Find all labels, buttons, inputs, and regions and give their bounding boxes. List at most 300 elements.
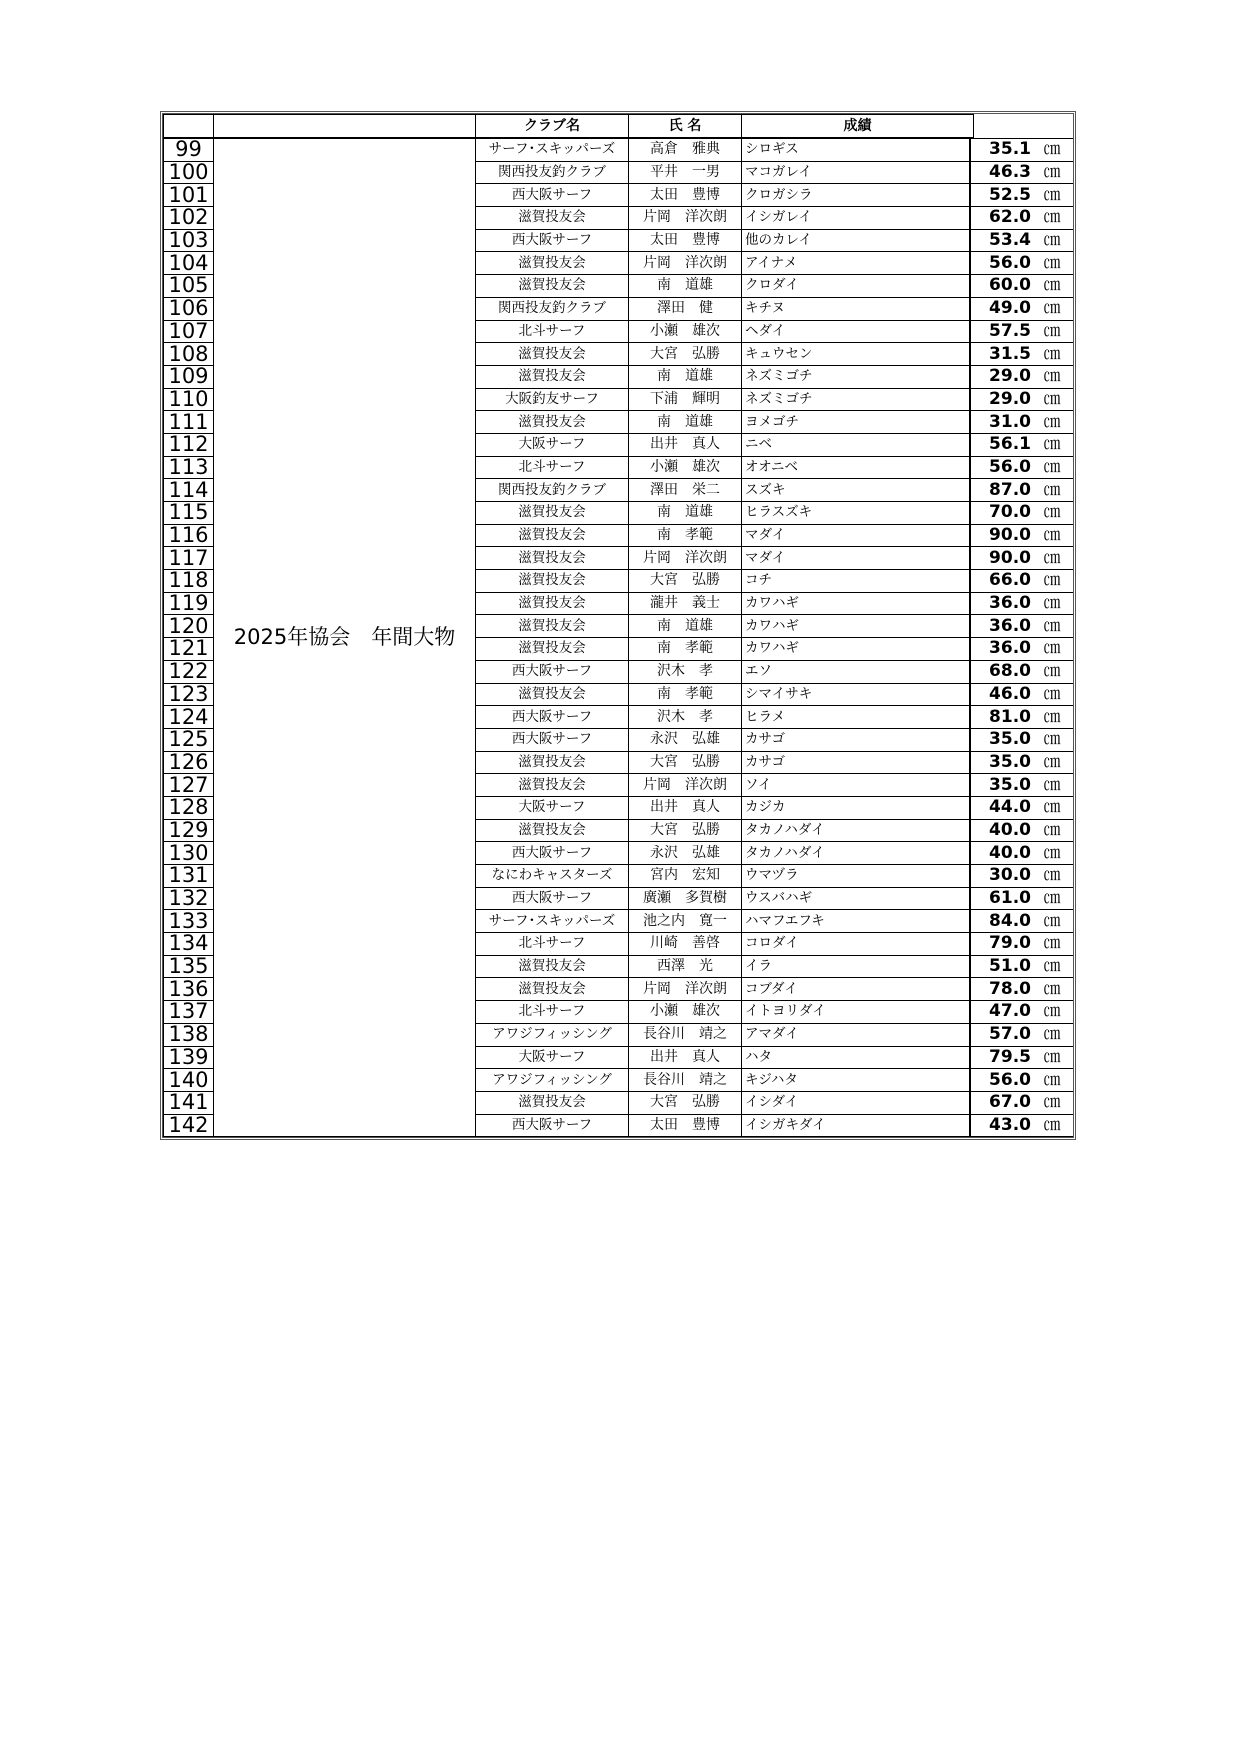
fish-species-cell: ヒラスズキ [742,502,970,525]
fish-species-cell: タカノハダイ [742,819,970,842]
size-unit: ㎝ [1043,956,1061,977]
size-unit: ㎝ [1043,162,1061,183]
row-number: 139 [164,1046,214,1069]
results-table [163,114,1073,1137]
fish-species-cell: カサゴ [742,751,970,774]
size-unit: ㎝ [1043,456,1061,477]
angler-name-cell: 南 道雄 [629,411,742,434]
fish-species-cell: ハタ [742,1046,970,1069]
row-number: 128 [164,796,214,819]
angler-name-cell: 小瀬 雄次 [629,456,742,479]
size-value: 57.5 [989,320,1031,341]
size-cell [970,774,1074,797]
row-number: 104 [164,252,214,275]
size-unit: ㎝ [1043,729,1061,750]
fish-species-cell: シマイサキ [742,683,970,706]
size-value: 35.0 [989,729,1031,750]
row-number: 118 [164,570,214,593]
size-value: 60.0 [989,275,1031,296]
size-unit: ㎝ [1043,933,1061,954]
club-cell: 滋賀投友会 [476,207,629,230]
row-number: 120 [164,615,214,638]
row-number: 141 [164,1091,214,1114]
row-number: 111 [164,411,214,434]
fish-species-cell: クロダイ [742,275,970,298]
size-unit: ㎝ [1043,1001,1061,1022]
row-number: 132 [164,887,214,910]
size-cell [970,433,1074,456]
row-number: 134 [164,933,214,956]
fish-species-cell: カワハギ [742,592,970,615]
size-cell [970,1023,1074,1046]
size-cell [970,910,1074,933]
fish-species-cell: イトヨリダイ [742,1001,970,1024]
club-cell: なにわキャスターズ [476,865,629,888]
size-unit: ㎝ [1043,1069,1061,1090]
size-cell [970,1091,1074,1114]
size-cell [970,751,1074,774]
fish-species-cell: ネズミゴチ [742,365,970,388]
size-value: 79.0 [989,933,1031,954]
size-cell [970,592,1074,615]
fish-species-cell: ヘダイ [742,320,970,343]
row-number: 101 [164,184,214,207]
club-cell: 西大阪サーフ [476,842,629,865]
club-cell: 北斗サーフ [476,1001,629,1024]
size-unit: ㎝ [1043,411,1061,432]
size-cell [970,252,1074,275]
size-value: 78.0 [989,978,1031,999]
angler-name-cell: 西澤 光 [629,955,742,978]
size-value: 56.0 [989,252,1031,273]
fish-species-cell: ウマヅラ [742,865,970,888]
size-cell [970,1046,1074,1069]
club-cell: 西大阪サーフ [476,706,629,729]
row-number: 102 [164,207,214,230]
size-unit: ㎝ [1043,230,1061,251]
angler-name-cell: 太田 豊博 [629,1114,742,1137]
row-number: 125 [164,728,214,751]
club-cell: サーフ･スキッパーズ [476,910,629,933]
size-value: 70.0 [989,502,1031,523]
fish-species-cell: エソ [742,660,970,683]
row-number: 99 [164,138,214,161]
size-unit: ㎝ [1043,706,1061,727]
size-value: 56.1 [989,434,1031,455]
size-cell [970,207,1074,230]
club-cell: 滋賀投友会 [476,751,629,774]
angler-name-cell: 池之内 寛一 [629,910,742,933]
club-cell: サーフ･スキッパーズ [476,138,629,161]
row-number: 110 [164,388,214,411]
size-cell [970,955,1074,978]
size-cell [970,1069,1074,1092]
angler-name-cell: 澤田 健 [629,297,742,320]
angler-name-cell: 南 孝範 [629,638,742,661]
header-row [164,115,1074,139]
size-cell [970,842,1074,865]
row-number: 114 [164,479,214,502]
size-value: 30.0 [989,865,1031,886]
row-number: 129 [164,819,214,842]
size-cell [970,479,1074,502]
fish-species-cell: マダイ [742,524,970,547]
fish-species-cell: キジハタ [742,1069,970,1092]
fish-species-cell: カサゴ [742,728,970,751]
size-cell [970,184,1074,207]
angler-name-cell: 宮内 宏知 [629,865,742,888]
row-number: 107 [164,320,214,343]
angler-name-cell: 南 道雄 [629,615,742,638]
size-unit: ㎝ [1043,888,1061,909]
angler-name-cell: 廣瀬 多賀樹 [629,887,742,910]
angler-name-cell: 太田 豊博 [629,229,742,252]
table-row [164,138,1074,161]
fish-species-cell: キチヌ [742,297,970,320]
fish-species-cell: ニベ [742,433,970,456]
size-cell [970,365,1074,388]
event-label: 2025年協会 年間大物 [214,138,476,1137]
size-value: 43.0 [989,1114,1031,1135]
club-cell: 関西投友釣クラブ [476,297,629,320]
fish-species-cell: マコガレイ [742,161,970,184]
size-cell [970,547,1074,570]
size-value: 49.0 [989,298,1031,319]
size-unit: ㎝ [1043,1024,1061,1045]
club-cell: 滋賀投友会 [476,819,629,842]
club-cell: 滋賀投友会 [476,774,629,797]
size-cell [970,706,1074,729]
size-unit: ㎝ [1043,593,1061,614]
size-cell [970,887,1074,910]
fish-species-cell: イシガキダイ [742,1114,970,1137]
fish-species-cell: イシガレイ [742,207,970,230]
angler-name-cell: 大宮 弘勝 [629,570,742,593]
club-cell: 滋賀投友会 [476,524,629,547]
angler-name-cell: 永沢 弘雄 [629,842,742,865]
size-unit: ㎝ [1043,366,1061,387]
size-cell [970,1001,1074,1024]
fish-species-cell: カワハギ [742,638,970,661]
angler-name-cell: 沢木 孝 [629,660,742,683]
size-unit: ㎝ [1043,910,1061,931]
size-value: 47.0 [989,1001,1031,1022]
size-unit: ㎝ [1043,298,1061,319]
club-cell: 滋賀投友会 [476,638,629,661]
club-cell: 西大阪サーフ [476,660,629,683]
fish-species-cell: クロガシラ [742,184,970,207]
angler-name-cell: 出井 真人 [629,1046,742,1069]
angler-name-cell: 永沢 弘雄 [629,728,742,751]
fish-species-cell: ウスバハギ [742,887,970,910]
size-value: 57.0 [989,1024,1031,1045]
fish-species-cell: オオニベ [742,456,970,479]
size-cell [970,683,1074,706]
size-cell [970,728,1074,751]
size-value: 35.0 [989,774,1031,795]
row-number: 127 [164,774,214,797]
fish-species-cell: 他のカレイ [742,229,970,252]
size-cell [970,320,1074,343]
angler-name-cell: 片岡 洋次朗 [629,978,742,1001]
size-cell [970,138,1074,161]
fish-species-cell: カジカ [742,796,970,819]
fish-species-cell: ソイ [742,774,970,797]
size-unit: ㎝ [1043,774,1061,795]
angler-name-cell: 澤田 栄二 [629,479,742,502]
size-value: 62.0 [989,207,1031,228]
row-number: 112 [164,433,214,456]
size-unit: ㎝ [1043,502,1061,523]
angler-name-cell: 出井 真人 [629,796,742,819]
size-unit: ㎝ [1043,388,1061,409]
angler-name-cell: 沢木 孝 [629,706,742,729]
angler-name-cell: 片岡 洋次朗 [629,547,742,570]
angler-name-cell: 小瀬 雄次 [629,320,742,343]
size-cell [970,978,1074,1001]
header-event [214,115,476,139]
angler-name-cell: 片岡 洋次朗 [629,774,742,797]
club-cell: 西大阪サーフ [476,1114,629,1137]
angler-name-cell: 高倉 雅典 [629,138,742,161]
size-value: 81.0 [989,706,1031,727]
row-number: 140 [164,1069,214,1092]
angler-name-cell: 長谷川 靖之 [629,1069,742,1092]
row-number: 130 [164,842,214,865]
header-result: 成績 [742,115,974,139]
size-value: 35.1 [989,139,1031,160]
fish-species-cell: イシダイ [742,1091,970,1114]
club-cell: 北斗サーフ [476,933,629,956]
size-unit: ㎝ [1043,320,1061,341]
size-value: 68.0 [989,661,1031,682]
club-cell: 滋賀投友会 [476,955,629,978]
angler-name-cell: 大宮 弘勝 [629,1091,742,1114]
angler-name-cell: 下浦 輝明 [629,388,742,411]
row-number: 137 [164,1001,214,1024]
size-cell [970,388,1074,411]
row-number: 136 [164,978,214,1001]
club-cell: 大阪サーフ [476,1046,629,1069]
size-value: 36.0 [989,638,1031,659]
angler-name-cell: 瀧井 義士 [629,592,742,615]
row-number: 108 [164,343,214,366]
angler-name-cell: 南 道雄 [629,365,742,388]
angler-name-cell: 太田 豊博 [629,184,742,207]
size-unit: ㎝ [1043,252,1061,273]
row-number: 133 [164,910,214,933]
size-cell [970,502,1074,525]
club-cell: 滋賀投友会 [476,1091,629,1114]
club-cell: アワジフィッシング [476,1023,629,1046]
club-cell: 西大阪サーフ [476,728,629,751]
size-unit: ㎝ [1043,1092,1061,1113]
row-number: 123 [164,683,214,706]
size-cell [970,411,1074,434]
size-cell [970,161,1074,184]
size-value: 31.0 [989,411,1031,432]
size-value: 90.0 [989,547,1031,568]
size-cell [970,1114,1074,1137]
fish-species-cell: アマダイ [742,1023,970,1046]
size-value: 61.0 [989,888,1031,909]
fish-species-cell: シロギス [742,138,970,161]
size-unit: ㎝ [1043,615,1061,636]
size-value: 35.0 [989,751,1031,772]
fish-species-cell: ヨメゴチ [742,411,970,434]
size-unit: ㎝ [1043,1114,1061,1135]
club-cell: 大阪サーフ [476,433,629,456]
row-number: 121 [164,638,214,661]
size-value: 53.4 [989,230,1031,251]
club-cell: 滋賀投友会 [476,365,629,388]
size-cell [970,570,1074,593]
size-unit: ㎝ [1043,842,1061,863]
size-unit: ㎝ [1043,434,1061,455]
club-cell: 大阪釣友サーフ [476,388,629,411]
angler-name-cell: 大宮 弘勝 [629,343,742,366]
angler-name-cell: 小瀬 雄次 [629,1001,742,1024]
row-number: 113 [164,456,214,479]
angler-name-cell: 南 道雄 [629,275,742,298]
size-value: 46.0 [989,683,1031,704]
size-unit: ㎝ [1043,661,1061,682]
angler-name-cell: 大宮 弘勝 [629,819,742,842]
angler-name-cell: 長谷川 靖之 [629,1023,742,1046]
row-number: 142 [164,1114,214,1137]
size-value: 56.0 [989,1069,1031,1090]
size-cell [970,819,1074,842]
size-cell [970,638,1074,661]
fish-species-cell: イラ [742,955,970,978]
size-cell [970,615,1074,638]
size-cell [970,456,1074,479]
angler-name-cell: 片岡 洋次朗 [629,252,742,275]
angler-name-cell: 南 孝範 [629,683,742,706]
fish-species-cell: アイナメ [742,252,970,275]
size-unit: ㎝ [1043,865,1061,886]
size-unit: ㎝ [1043,139,1061,160]
size-value: 52.5 [989,184,1031,205]
size-unit: ㎝ [1043,184,1061,205]
results-body [164,138,1074,1137]
header-club: クラブ名 [476,115,629,139]
size-unit: ㎝ [1043,1046,1061,1067]
club-cell: 滋賀投友会 [476,570,629,593]
row-number: 100 [164,161,214,184]
fish-species-cell: マダイ [742,547,970,570]
size-value: 31.5 [989,343,1031,364]
size-value: 79.5 [989,1046,1031,1067]
size-unit: ㎝ [1043,819,1061,840]
club-cell: 西大阪サーフ [476,229,629,252]
club-cell: 滋賀投友会 [476,411,629,434]
size-cell [970,297,1074,320]
size-unit: ㎝ [1043,683,1061,704]
results-sheet [160,111,1076,1140]
row-number: 135 [164,955,214,978]
club-cell: 滋賀投友会 [476,343,629,366]
angler-name-cell: 平井 一男 [629,161,742,184]
row-number: 117 [164,547,214,570]
club-cell: 関西投友釣クラブ [476,479,629,502]
size-unit: ㎝ [1043,797,1061,818]
size-value: 90.0 [989,525,1031,546]
header-no [164,115,214,139]
fish-species-cell: スズキ [742,479,970,502]
club-cell: 滋賀投友会 [476,252,629,275]
size-cell [970,524,1074,547]
club-cell: 滋賀投友会 [476,547,629,570]
row-number: 124 [164,706,214,729]
fish-species-cell: コブダイ [742,978,970,1001]
club-cell: 大阪サーフ [476,796,629,819]
size-cell [970,933,1074,956]
club-cell: 関西投友釣クラブ [476,161,629,184]
row-number: 116 [164,524,214,547]
row-number: 106 [164,297,214,320]
size-value: 67.0 [989,1092,1031,1113]
fish-species-cell: コロダイ [742,933,970,956]
row-number: 115 [164,502,214,525]
size-value: 51.0 [989,956,1031,977]
size-cell [970,796,1074,819]
size-value: 44.0 [989,797,1031,818]
row-number: 105 [164,275,214,298]
club-cell: 西大阪サーフ [476,887,629,910]
club-cell: 北斗サーフ [476,320,629,343]
size-value: 29.0 [989,366,1031,387]
size-cell [970,229,1074,252]
size-value: 36.0 [989,593,1031,614]
club-cell: 滋賀投友会 [476,683,629,706]
size-unit: ㎝ [1043,525,1061,546]
row-number: 119 [164,592,214,615]
size-unit: ㎝ [1043,638,1061,659]
row-number: 131 [164,865,214,888]
fish-species-cell: ネズミゴチ [742,388,970,411]
size-value: 40.0 [989,842,1031,863]
club-cell: 西大阪サーフ [476,184,629,207]
angler-name-cell: 川崎 善啓 [629,933,742,956]
fish-species-cell: キュウセン [742,343,970,366]
club-cell: 滋賀投友会 [476,275,629,298]
angler-name-cell: 南 孝範 [629,524,742,547]
angler-name-cell: 出井 真人 [629,433,742,456]
row-number: 109 [164,365,214,388]
fish-species-cell: ヒラメ [742,706,970,729]
size-unit: ㎝ [1043,207,1061,228]
size-unit: ㎝ [1043,751,1061,772]
size-unit: ㎝ [1043,275,1061,296]
club-cell: 北斗サーフ [476,456,629,479]
club-cell: 滋賀投友会 [476,502,629,525]
row-number: 103 [164,229,214,252]
size-value: 29.0 [989,388,1031,409]
row-number: 122 [164,660,214,683]
club-cell: 滋賀投友会 [476,615,629,638]
fish-species-cell: タカノハダイ [742,842,970,865]
size-cell [970,865,1074,888]
size-unit: ㎝ [1043,978,1061,999]
size-cell [970,660,1074,683]
fish-species-cell: コチ [742,570,970,593]
size-value: 84.0 [989,910,1031,931]
club-cell: アワジフィッシング [476,1069,629,1092]
size-value: 46.3 [989,162,1031,183]
row-number: 138 [164,1023,214,1046]
size-unit: ㎝ [1043,570,1061,591]
